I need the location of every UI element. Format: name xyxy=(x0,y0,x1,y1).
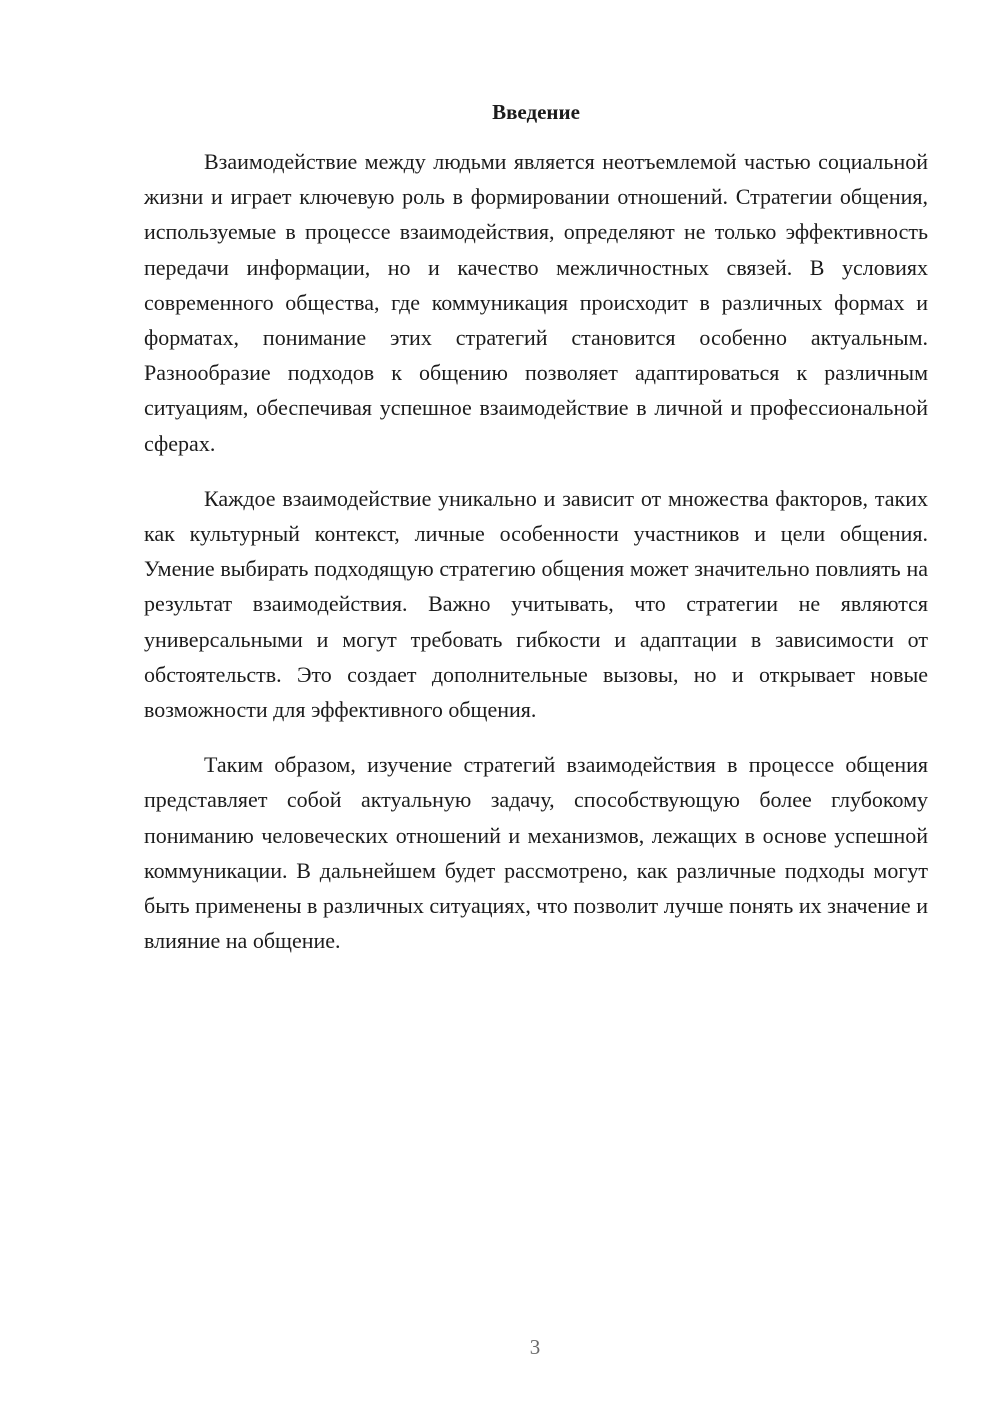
paragraph-1: Взаимодействие между людьми является неотъемлемой частью социальной жизни и играет ключевую роль в формировании отношений. Стратегии общения, используемые в процессе взаимодействия, определяют не только эффективность передачи информации, но и качество межличностных связей. В условиях современного общества, где коммуникация происходит в различных формах и форматах, понимание этих стратегий становится особенно актуальным. Разнообразие подходов к общению позволяет адаптироваться к различным ситуациям, обеспечивая успешное взаимодействие в личной и профессиональной сферах. xyxy=(144,149,928,456)
paragraph-2: Каждое взаимодействие уникально и зависит от множества факторов, таких как культурный контекст, личные особенности участников и цели общения. Умение выбирать подходящую стратегию общения может значительно повлиять на результат взаимодействия. Важно учитывать, что стратегии не являются универсальными и могут требовать гибкости и адаптации в зависимости от обстоятельств. Это создает дополнительные вызовы, но и открывает новые возможности для эффективного общения. xyxy=(144,485,928,723)
page-number: 3 xyxy=(529,1335,541,1359)
page-content xyxy=(144,96,928,978)
paragraph-3: Таким образом, изучение стратегий взаимодействия в процессе общения представляет собой актуальную задачу, способствующую более глубокому пониманию человеческих отношений и механизмов, лежащих в основе успешной коммуникации. В дальнейшем будет рассмотрено, как различные подходы могут быть применены в различных ситуациях, что позволит лучше понять их значение и влияние на общение. xyxy=(144,752,928,954)
page-title: Введение xyxy=(492,100,580,124)
